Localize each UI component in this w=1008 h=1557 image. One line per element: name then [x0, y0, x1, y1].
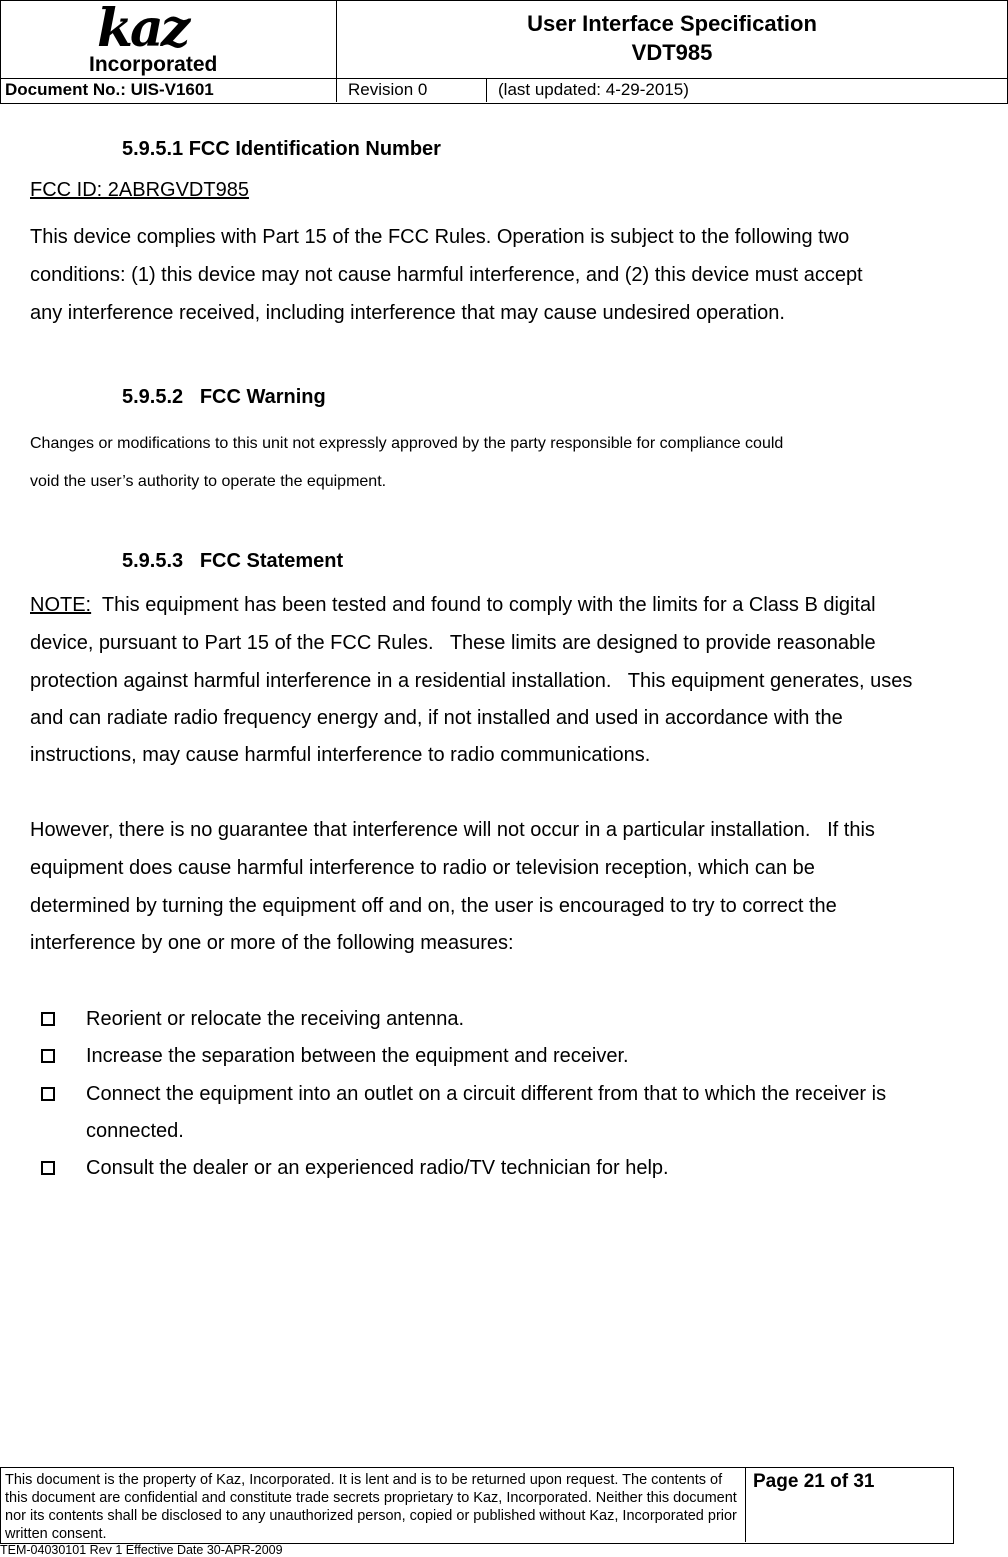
list-item: Reorient or relocate the receiving antenna.	[0, 1007, 464, 1031]
checkbox-bullet-icon	[41, 1161, 55, 1175]
text-line: any interference received, including interference that may cause undesired operation.	[30, 302, 785, 324]
text-line: and can radiate radio frequency energy and, if not installed and used in accordance with the	[30, 707, 843, 729]
text-line: conditions: (1) this device may not cause harmful interference, and (2) this device must accept	[30, 264, 863, 286]
heading-fcc-id: 5.9.5.1 FCC Identification Number	[122, 138, 441, 160]
heading-fcc-statement: 5.9.5.3 FCC Statement	[122, 550, 344, 572]
text-line: Changes or modifications to this unit not expressly approved by the party responsible for compliance could	[30, 435, 784, 452]
fcc-id: FCC ID: 2ABRGVDT985	[30, 179, 249, 201]
text-line: protection against harmful interference in a residential installation. This equipment generates, uses	[30, 670, 913, 692]
text-line: device, pursuant to Part 15 of the FCC Rules. These limits are designed to provide reasonable	[30, 632, 876, 654]
doc-number: Document No.: UIS-V1601	[5, 80, 214, 99]
checkbox-bullet-icon	[41, 1012, 55, 1026]
list-item: Consult the dealer or an experienced radio/TV technician for help.	[0, 1156, 669, 1180]
revision: Revision 0	[348, 80, 428, 99]
text-line: determined by turning the equipment off and on, the user is encouraged to try to correct the	[30, 895, 837, 917]
text-line: However, there is no guarantee that interference will not occur in a particular installation. If this	[30, 819, 875, 841]
last-updated: (last updated: 4-29-2015)	[498, 80, 689, 99]
doc-title: User Interface Specification VDT985	[527, 11, 817, 65]
logo-subtitle: Incorporated	[89, 53, 218, 76]
confidentiality-notice: This document is the property of Kaz, Incorporated. It is lent and is to be returned upon request. The contents of this document are confidential and constitute trade secrets proprietary to Kaz, Incorporated. Neither this document nor its contents shall be disclosed to any unauthorized person, copied or published without Kaz, Incorporated prior written consent.	[5, 1472, 737, 1542]
list-item-continuation: connected.	[86, 1120, 184, 1142]
text-line: instructions, may cause harmful interference to radio communications.	[30, 744, 651, 766]
list-item: Connect the equipment into an outlet on a circuit different from that to which the receiver is	[0, 1082, 886, 1106]
checkbox-bullet-icon	[41, 1049, 55, 1063]
footer-table	[0, 1467, 954, 1544]
text-line: This device complies with Part 15 of the FCC Rules. Operation is subject to the following two	[30, 226, 850, 248]
header-table	[0, 0, 1008, 104]
checkbox-bullet-icon	[41, 1087, 55, 1101]
text-line: equipment does cause harmful interference to radio or television reception, which can be	[30, 857, 815, 879]
text-line: interference by one or more of the following measures:	[30, 932, 514, 954]
page-number: Page 21 of 31	[753, 1471, 875, 1492]
list-item: Increase the separation between the equipment and receiver.	[0, 1044, 629, 1068]
heading-fcc-warning: 5.9.5.2 FCC Warning	[122, 386, 326, 408]
note-line: NOTE: This equipment has been tested and found to comply with the limits for a Class B digital	[30, 594, 876, 616]
kaz-logo: kaz	[97, 0, 188, 59]
template-id: TEM-04030101 Rev 1 Effective Date 30-APR-2009	[0, 1543, 283, 1557]
text-line: void the user’s authority to operate the equipment.	[30, 473, 387, 490]
